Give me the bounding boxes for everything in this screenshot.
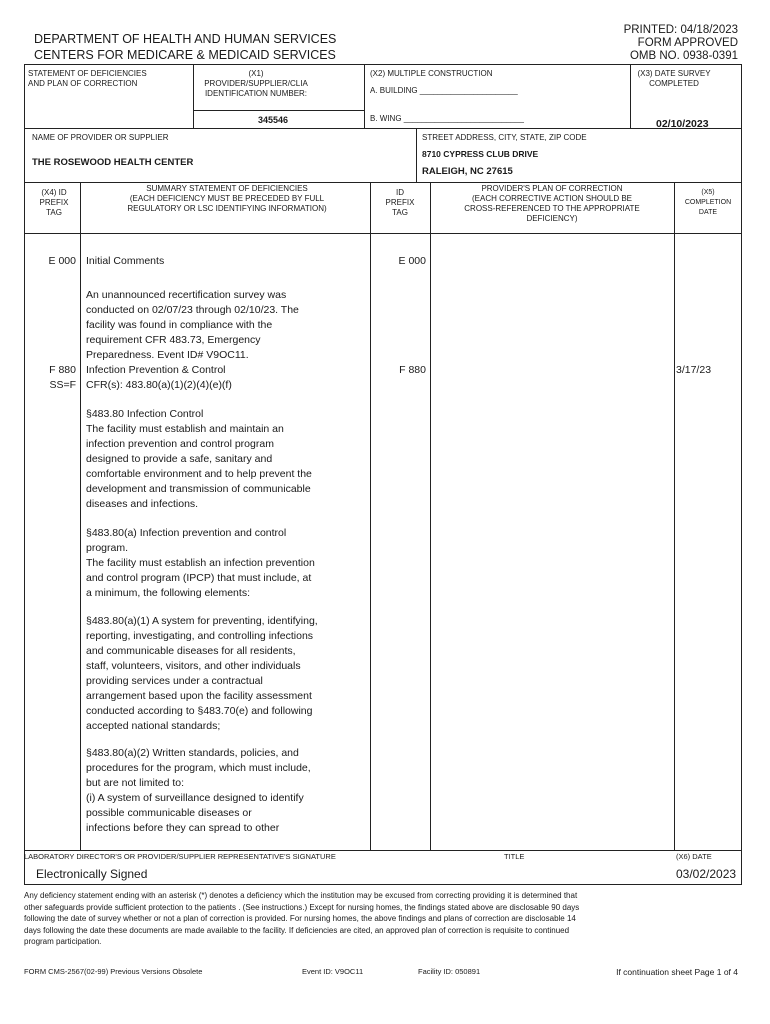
agency-header bbox=[34, 31, 336, 63]
f880-completion-date: 3/17/23 bbox=[676, 364, 712, 376]
paragraph-483-80a: §483.80(a) Infection prevention and control program. The facility must establish an infection prevention and control program (IPCP) that must include, at a minimum, the following elements: bbox=[86, 527, 315, 599]
e000-id: E 000 bbox=[398, 255, 426, 267]
form-approved: FORM APPROVED bbox=[637, 37, 738, 49]
address-label: STREET ADDRESS, CITY, STATE, ZIP CODE bbox=[422, 133, 587, 142]
plan-header: PROVIDER'S PLAN OF CORRECTION (EACH CORRECTIVE ACTION SHOULD BE CROSS-REFERENCED TO THE APPROPRIATE DEFICIENCY) bbox=[464, 184, 640, 223]
signature-date: 03/02/2023 bbox=[676, 867, 737, 881]
survey-text: An unannounced recertification survey was conducted on 02/07/23 through 02/10/23. The facility was found in compliance with the requirement CFR 483.73, Emergency Preparedness. Event ID# V9OC11. bbox=[86, 289, 299, 361]
building-field: A. BUILDING ______________________ bbox=[370, 86, 518, 95]
x4-header: (X4) ID PREFIX TAG bbox=[39, 188, 69, 217]
paragraph-483-80: §483.80 Infection Control The facility must establish and maintain an infection prevention and control program designed to provide a safe, sanitary and comfortable environment and to help prevent the development and transmission of communicable diseases and infections. bbox=[86, 408, 312, 510]
department-name: DEPARTMENT OF HEALTH AND HUMAN SERVICES bbox=[34, 32, 337, 46]
disclaimer-text: Any deficiency statement ending with an asterisk (*) denotes a deficiency which the institution may be excused from correcting providing it is determined that other safeguards provide sufficient protection to the patients . (See instructions.) Except for nursing homes, the findings stated above are disclosable 90 days following the date of survey whether or not a plan of correction is provided. For nursing homes, the above findings and plans of correction are disclosable 14 days following the date these documents are made available to the facility. If deficiencies are cited, an approved plan of correction is requisite to continued program participation. bbox=[24, 891, 580, 946]
paragraph-483-80a2: §483.80(a)(2) Written standards, policies, and procedures for the program, which must include, but are not limited to: (i) A system of surveillance designed to identify possible communicable diseases or infections before they can spread to other bbox=[86, 747, 311, 834]
centers-name: CENTERS FOR MEDICARE & MEDICAID SERVICES bbox=[34, 48, 336, 62]
f880-tag: F 880 bbox=[49, 364, 76, 376]
signature-date-label: (X6) DATE bbox=[676, 852, 712, 861]
signature-value: Electronically Signed bbox=[36, 867, 148, 881]
f880-scope-severity: SS=F bbox=[49, 379, 76, 391]
e000-tag: E 000 bbox=[48, 255, 76, 267]
form-info bbox=[624, 24, 738, 63]
provider-id-label: (X1) PROVIDER/SUPPLIER/CLIA IDENTIFICATION NUMBER: bbox=[204, 69, 308, 98]
survey-completed-label: (X3) DATE SURVEY COMPLETED bbox=[637, 69, 711, 88]
city-state-zip: RALEIGH, NC 27615 bbox=[422, 166, 513, 177]
signature-label: LABORATORY DIRECTOR'S OR PROVIDER/SUPPLIER REPRESENTATIVE'S SIGNATURE bbox=[24, 852, 336, 861]
title-label: TITLE bbox=[504, 852, 525, 861]
printed-date: PRINTED: 04/18/2023 bbox=[623, 24, 738, 36]
e000-title: Initial Comments bbox=[86, 255, 165, 267]
f880-title: Infection Prevention & Control CFR(s): 483.80(a)(1)(2)(4)(e)(f) bbox=[86, 364, 232, 391]
summary-header: SUMMARY STATEMENT OF DEFICIENCIES (EACH DEFICIENCY MUST BE PRECEDED BY FULL REGULATORY OR LSC IDENTIFYING INFORMATION) bbox=[127, 184, 327, 213]
id-header: ID PREFIX TAG bbox=[385, 188, 415, 217]
provider-id-value: 345546 bbox=[258, 115, 289, 125]
page-indicator: If continuation sheet Page 1 of 4 bbox=[616, 967, 738, 977]
x5-header: (X5) COMPLETION DATE bbox=[684, 189, 732, 216]
provider-name: THE ROSEWOOD HEALTH CENTER bbox=[32, 157, 194, 168]
survey-completed-date: 02/10/2023 bbox=[656, 118, 709, 130]
multiple-construction-label: (X2) MULTIPLE CONSTRUCTION bbox=[370, 69, 493, 78]
provider-name-label: NAME OF PROVIDER OR SUPPLIER bbox=[32, 133, 169, 142]
street-address: 8710 CYPRESS CLUB DRIVE bbox=[422, 149, 539, 159]
omb-number: OMB NO. 0938-0391 bbox=[629, 50, 738, 62]
wing-field: B. WING ___________________________ bbox=[370, 114, 524, 123]
paragraph-483-80a1: §483.80(a)(1) A system for preventing, identifying, reporting, investigating, and controlling infections and communicable diseases for all residents, staff, volunteers, visitors, and other individuals providing services under a contractual arrangement based upon the facility assessment conducted according to §483.70(e) and following accepted national standards; bbox=[86, 615, 318, 732]
statement-label: STATEMENT OF DEFICIENCIES AND PLAN OF CORRECTION bbox=[28, 69, 147, 88]
f880-id: F 880 bbox=[399, 364, 426, 376]
facility-id: Facility ID: 050891 bbox=[418, 967, 481, 976]
form-number: FORM CMS-2567(02-99) Previous Versions Obsolete bbox=[24, 967, 203, 976]
event-id: Event ID: V9OC11 bbox=[302, 967, 364, 976]
